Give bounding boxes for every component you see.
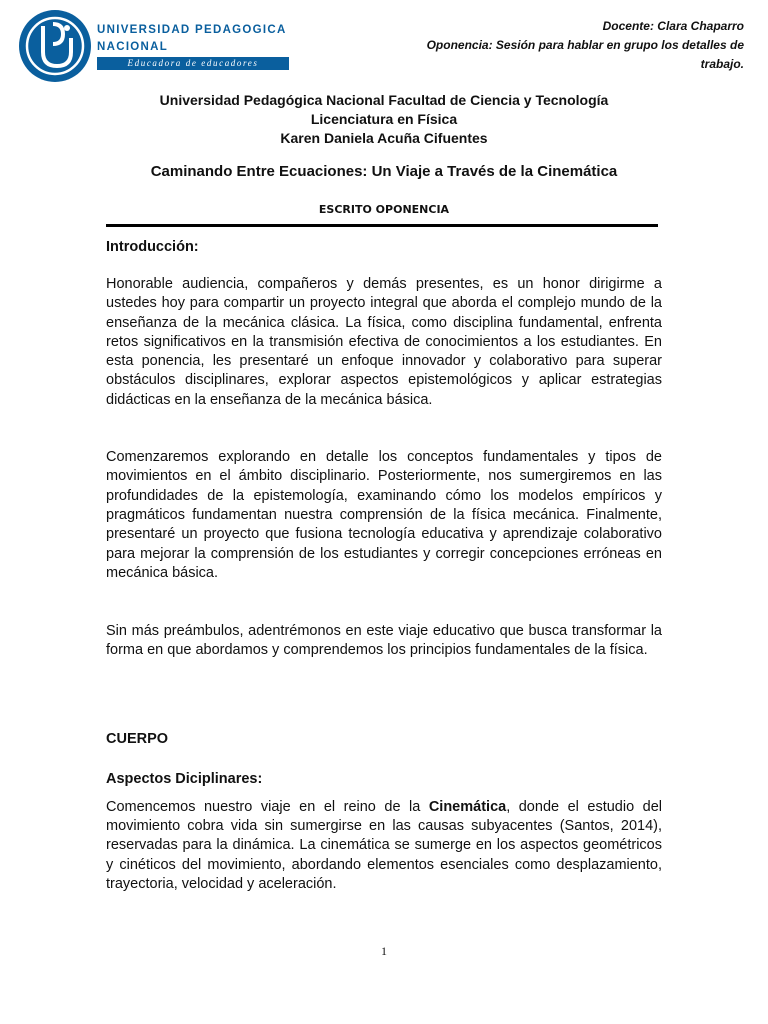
intro-paragraph-3: Sin más preámbulos, adentrémonos en este viaje educativo que busca transformar la forma en que abordamos y comprendemos los principios fundamentales de la física. xyxy=(106,623,662,659)
intro-heading: Introducción: xyxy=(106,239,199,255)
body-heading: CUERPO xyxy=(106,730,169,747)
document-title: Caminando Entre Ecuaciones: Un Viaje a Través de la Cinemática xyxy=(150,163,618,180)
university-name xyxy=(97,22,287,56)
oponencia-line-continued: trabajo. xyxy=(700,57,744,71)
aspects-paragraph-1 xyxy=(106,798,662,894)
intro-paragraph-2: Comenzaremos explorando en detalle los conceptos fundamentales y tipos de movimientos en el ámbito disciplinario. Posteriormente, nos sumergiremos en las profundidades de la epistemología, examinando cómo los modelos empíricos y pragmáticos fundamentan nuestra comprensión de la física mecánica. Finalmente, presentaré un proyecto que fusiona tecnología educativa y aprendizaje colaborativo para mejorar la comprensión de los estudiantes y corregir concepciones erróneas en mecánica básica. xyxy=(106,449,662,581)
aspects-text-start: Comencemos nuestro viaje en el reino de la xyxy=(106,798,429,815)
document-subtitle: ESCRITO OPONENCIA xyxy=(318,203,450,216)
faculty-line: Universidad Pedagógica Nacional Facultad de Ciencia y Tecnología xyxy=(159,92,609,108)
university-name-line1: UNIVERSIDAD PEDAGOGICA xyxy=(97,24,287,36)
title-block xyxy=(0,91,768,148)
program-line: Licenciatura en Física xyxy=(310,111,458,127)
university-motto: Educadora de educadores xyxy=(97,57,289,70)
aspects-text-end: , donde el estudio del movimiento cobra vida sin sumergirse en las causas subyacentes (Santos, 2014), reservadas para la dinámica. La cinemática se sumerge en los aspectos geométricos y cinéticos del movimiento, abordando elementos esenciales como desplazamiento, trayectoria, velocidad y aceleración. xyxy=(106,798,663,892)
author-line: Karen Daniela Acuña Cifuentes xyxy=(280,130,488,146)
header-info xyxy=(384,17,744,74)
university-name-line2: NACIONAL xyxy=(97,41,169,53)
teacher-line: Docente: Clara Chaparro xyxy=(602,19,744,33)
upn-seal-icon xyxy=(17,8,97,84)
page-number: 1 xyxy=(381,944,387,958)
title-divider xyxy=(106,224,658,227)
aspects-heading: Aspectos Diciplinares: xyxy=(106,770,263,787)
intro-paragraph-1: Honorable audiencia, compañeros y demás presentes, es un honor dirigirme a ustedes hoy para compartir un proyecto integral que aborda el complejo mundo de la enseñanza de la mecánica clásica. La física, como disciplina fundamental, enfrenta retos significativos en la transmisión efectiva de conocimientos a los estudiantes. En esta ponencia, les presentaré un enfoque innovador y colaborativo para superar obstáculos disciplinares, explorar aspectos epistemológicos y aplicar estrategias didácticas en la enseñanza de la mecánica básica. xyxy=(106,276,662,408)
oponencia-line: Oponencia: Sesión para hablar en grupo los detalles de xyxy=(426,38,744,52)
aspects-keyword: Cinemática xyxy=(428,798,507,815)
document-body xyxy=(106,237,662,894)
